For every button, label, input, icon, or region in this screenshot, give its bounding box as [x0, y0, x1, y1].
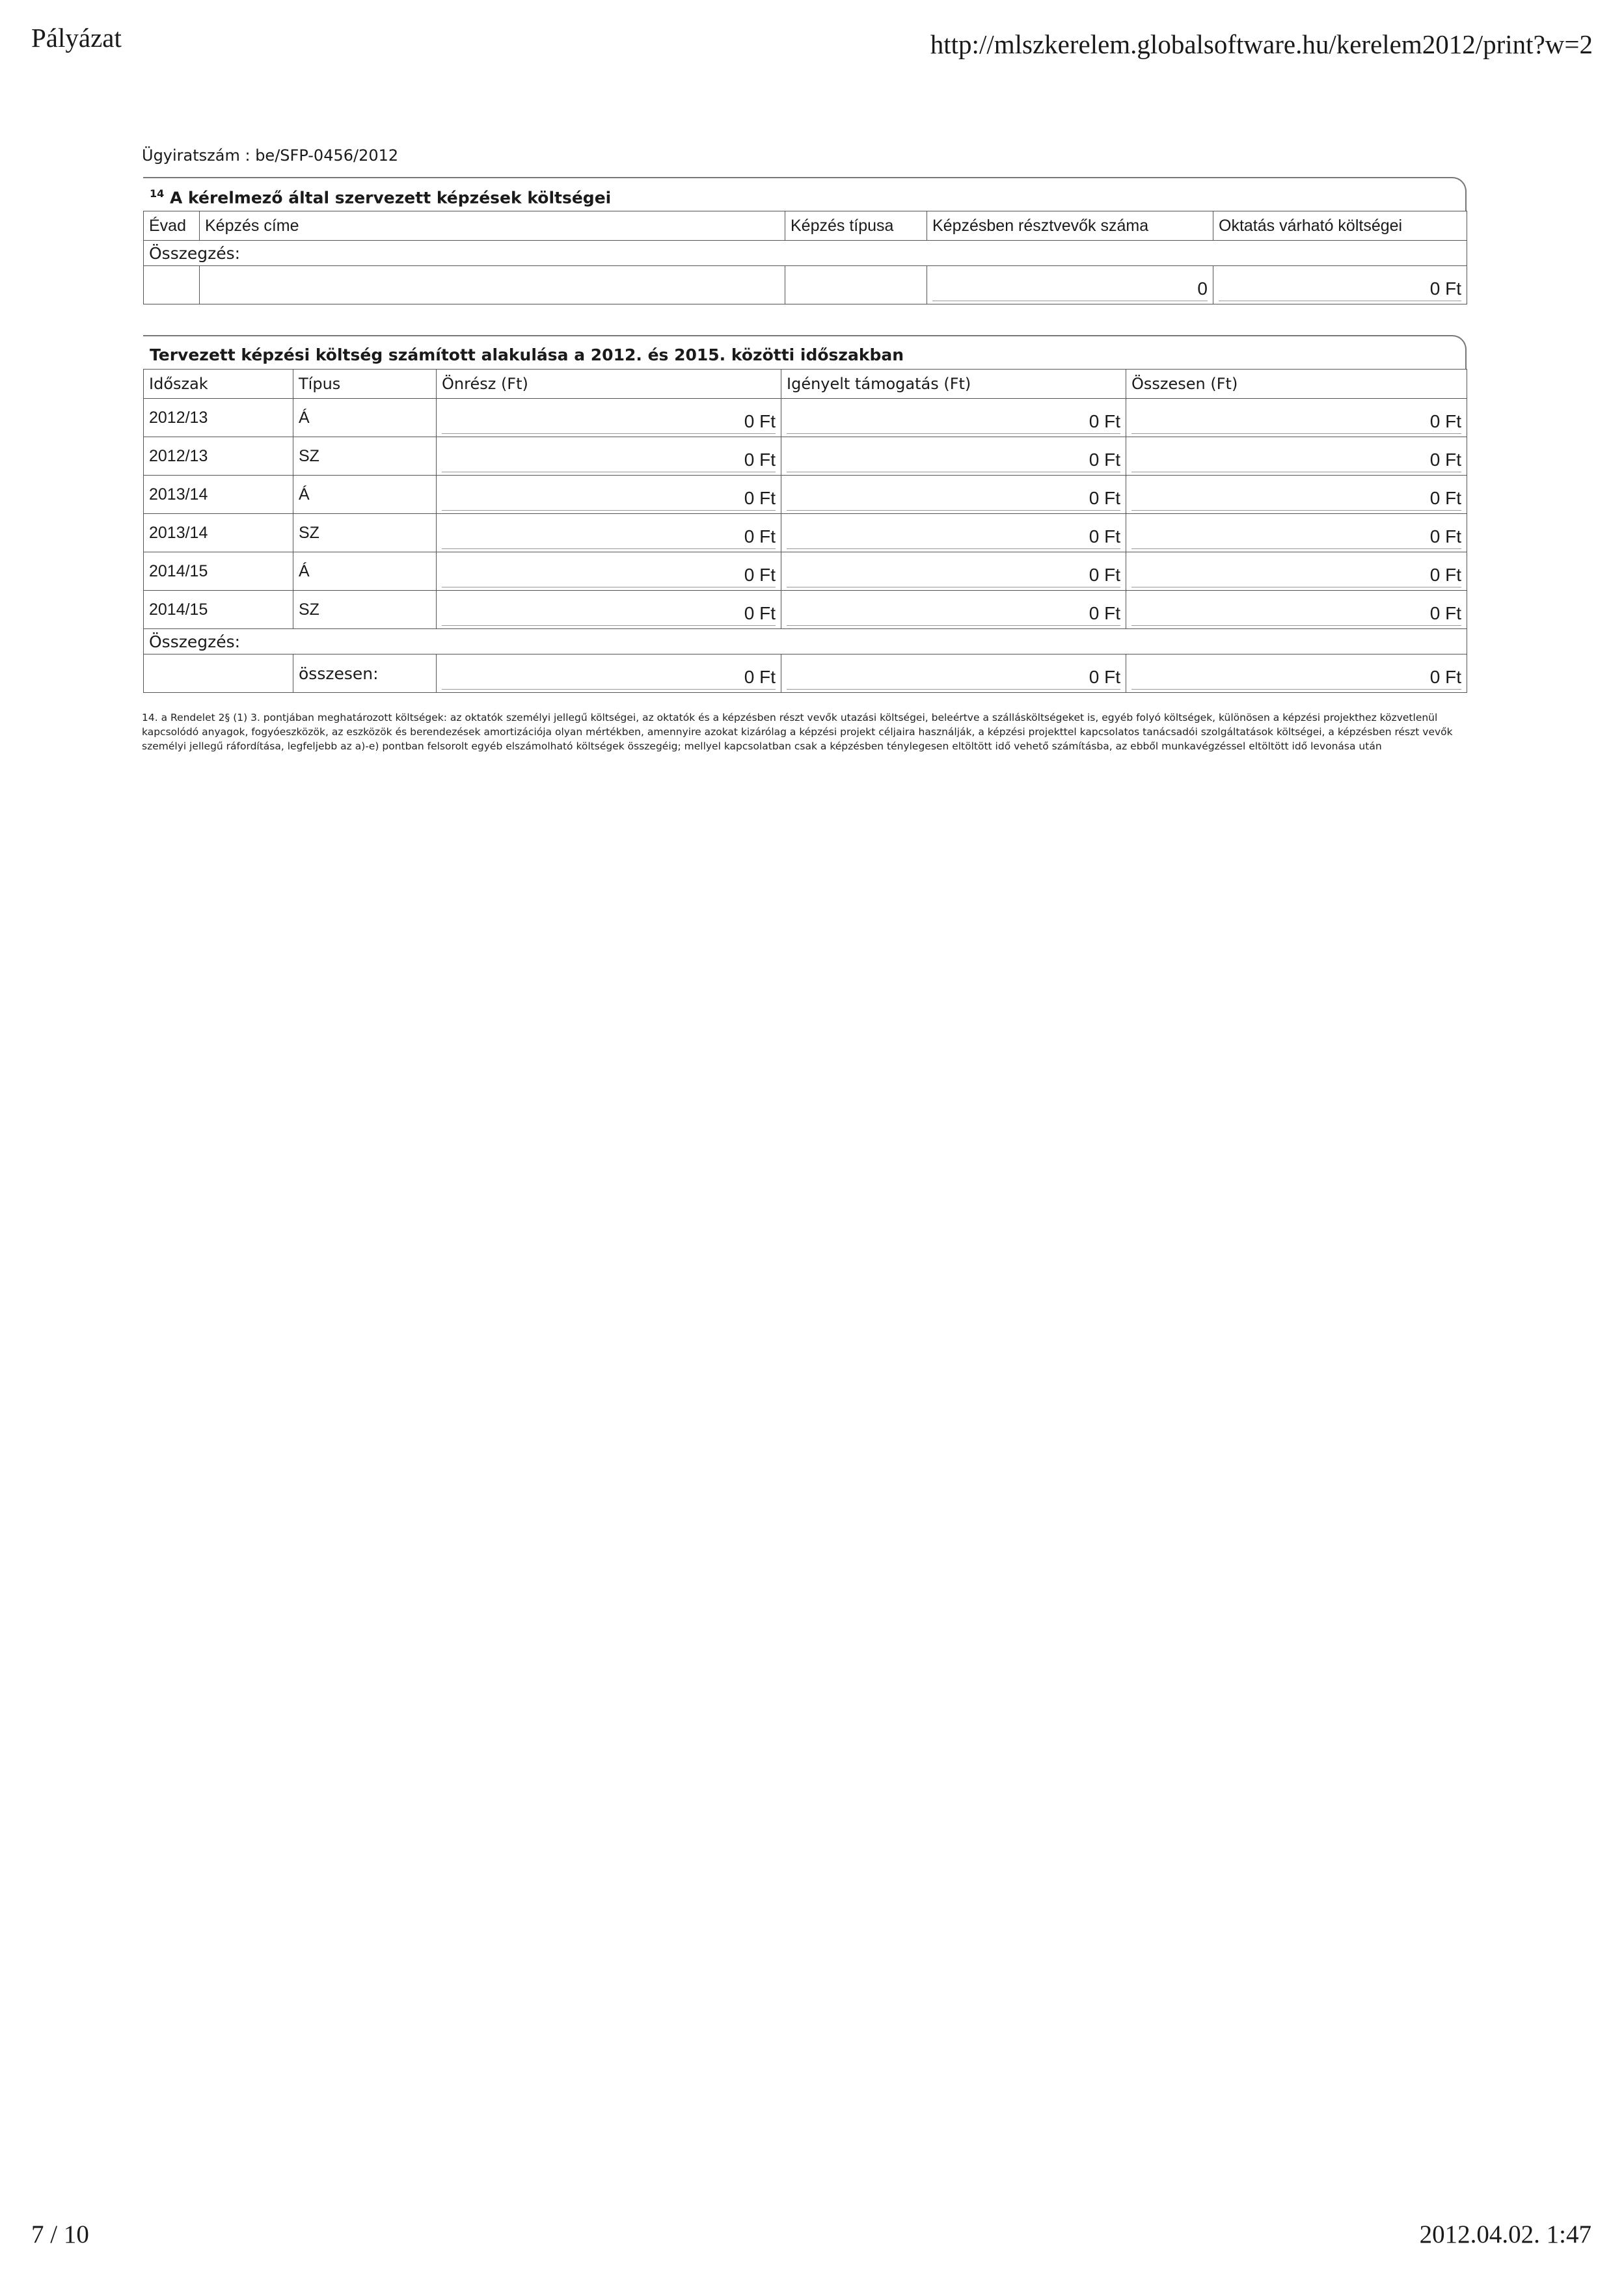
summary-row — [144, 266, 1467, 304]
own-cell: 0 Ft — [437, 514, 781, 552]
col-header: Oktatás várható költségei — [1213, 211, 1467, 241]
planned-costs-section — [143, 335, 1467, 693]
col-header: Képzés típusa — [785, 211, 927, 241]
own-total: 0 Ft — [437, 654, 781, 693]
case-number: Ügyiratszám : be/SFP-0456/2012 — [142, 146, 399, 165]
total-label: összesen: — [293, 654, 437, 693]
totals-row — [144, 654, 1467, 693]
requested-total: 0 Ft — [781, 654, 1126, 693]
total-cell: 0 Ft — [1126, 514, 1467, 552]
total-cell: 0 Ft — [1126, 399, 1467, 437]
page-header-title: Pályázat — [31, 23, 122, 53]
training-costs-section — [143, 177, 1467, 304]
page-header-url: http://mlszkerelem.globalsoftware.hu/kerelem2012/print?w=2 — [930, 29, 1593, 59]
page-number: 7 / 10 — [31, 2220, 89, 2248]
requested-cell: 0 Ft — [781, 476, 1126, 514]
requested-cell: 0 Ft — [781, 514, 1126, 552]
footnote-ref: 14 — [150, 187, 165, 200]
planned-costs-table — [143, 369, 1467, 693]
training-costs-table — [143, 211, 1467, 304]
col-header: Önrész (Ft) — [437, 370, 781, 399]
col-header: Időszak — [144, 370, 293, 399]
empty-cell — [785, 266, 927, 304]
table-row — [144, 552, 1467, 591]
table-row — [144, 476, 1467, 514]
summary-label-row — [144, 629, 1467, 654]
empty-cell — [144, 654, 293, 693]
col-header: Képzésben résztvevők száma — [927, 211, 1213, 241]
table-header-row — [144, 211, 1467, 241]
summary-label: Összegzés: — [144, 241, 1467, 266]
period-cell: 2012/13 — [144, 399, 293, 437]
type-cell: SZ — [293, 437, 437, 476]
own-cell: 0 Ft — [437, 399, 781, 437]
period-cell: 2014/15 — [144, 552, 293, 591]
period-cell: 2014/15 — [144, 591, 293, 629]
col-header: Típus — [293, 370, 437, 399]
print-datetime: 2012.04.02. 1:47 — [1419, 2220, 1591, 2248]
empty-cell — [200, 266, 785, 304]
section-title — [143, 178, 1465, 211]
col-header: Összesen (Ft) — [1126, 370, 1467, 399]
table-row — [144, 437, 1467, 476]
sum-total: 0 Ft — [1126, 654, 1467, 693]
period-cell: 2012/13 — [144, 437, 293, 476]
section-title-text: A kérelmező által szervezett képzések költségei — [169, 188, 612, 208]
col-header: Képzés címe — [200, 211, 785, 241]
type-cell: SZ — [293, 591, 437, 629]
total-cell: 0 Ft — [1126, 552, 1467, 591]
table-header-row — [144, 370, 1467, 399]
own-cell: 0 Ft — [437, 476, 781, 514]
empty-cell — [144, 266, 200, 304]
period-cell: 2013/14 — [144, 476, 293, 514]
own-cell: 0 Ft — [437, 591, 781, 629]
requested-cell: 0 Ft — [781, 552, 1126, 591]
participants-total: 0 — [927, 266, 1213, 304]
requested-cell: 0 Ft — [781, 591, 1126, 629]
col-header: Igényelt támogatás (Ft) — [781, 370, 1126, 399]
summary-label: Összegzés: — [144, 629, 1467, 654]
total-cell: 0 Ft — [1126, 476, 1467, 514]
own-cell: 0 Ft — [437, 437, 781, 476]
type-cell: Á — [293, 399, 437, 437]
total-cell: 0 Ft — [1126, 437, 1467, 476]
table-row — [144, 591, 1467, 629]
type-cell: SZ — [293, 514, 437, 552]
type-cell: Á — [293, 552, 437, 591]
table-row — [144, 514, 1467, 552]
table-row — [144, 399, 1467, 437]
summary-label-row — [144, 241, 1467, 266]
period-cell: 2013/14 — [144, 514, 293, 552]
col-header: Évad — [144, 211, 200, 241]
section-title: Tervezett képzési költség számított alakulása a 2012. és 2015. közötti időszakban — [150, 345, 904, 364]
footnote-text: 14. a Rendelet 2§ (1) 3. pontjában meghatározott költségek: az oktatók személyi jellegű költségei, az oktatók és a képzésben részt vevők utazási költségei, beleértve a szállásköltségeket is, egyéb folyó költségek, különösen a képzési projekthez közvetlenül kapcsolódó anyagok, fogyóeszközök, az eszközök és berendezések amortizációja olyan mértékben, amennyire azokat kizárólag a képzési projekt céljaira használják, a képzési projekttel kapcsolatos tanácsadói szolgáltatások költségei, a képzésben részt vevők személyi jellegű ráfordítása, legfeljebb az a)-e) pontban felsorolt egyéb elszámolható költségek összegéig; mellyel kapcsolatban csak a képzésben ténylegesen eltöltött idő vehető számításba, az ebből munkavégzéssel eltöltött idő levonása után — [142, 712, 1453, 752]
type-cell: Á — [293, 476, 437, 514]
cost-total: 0 Ft — [1213, 266, 1467, 304]
total-cell: 0 Ft — [1126, 591, 1467, 629]
own-cell: 0 Ft — [437, 552, 781, 591]
requested-cell: 0 Ft — [781, 437, 1126, 476]
requested-cell: 0 Ft — [781, 399, 1126, 437]
